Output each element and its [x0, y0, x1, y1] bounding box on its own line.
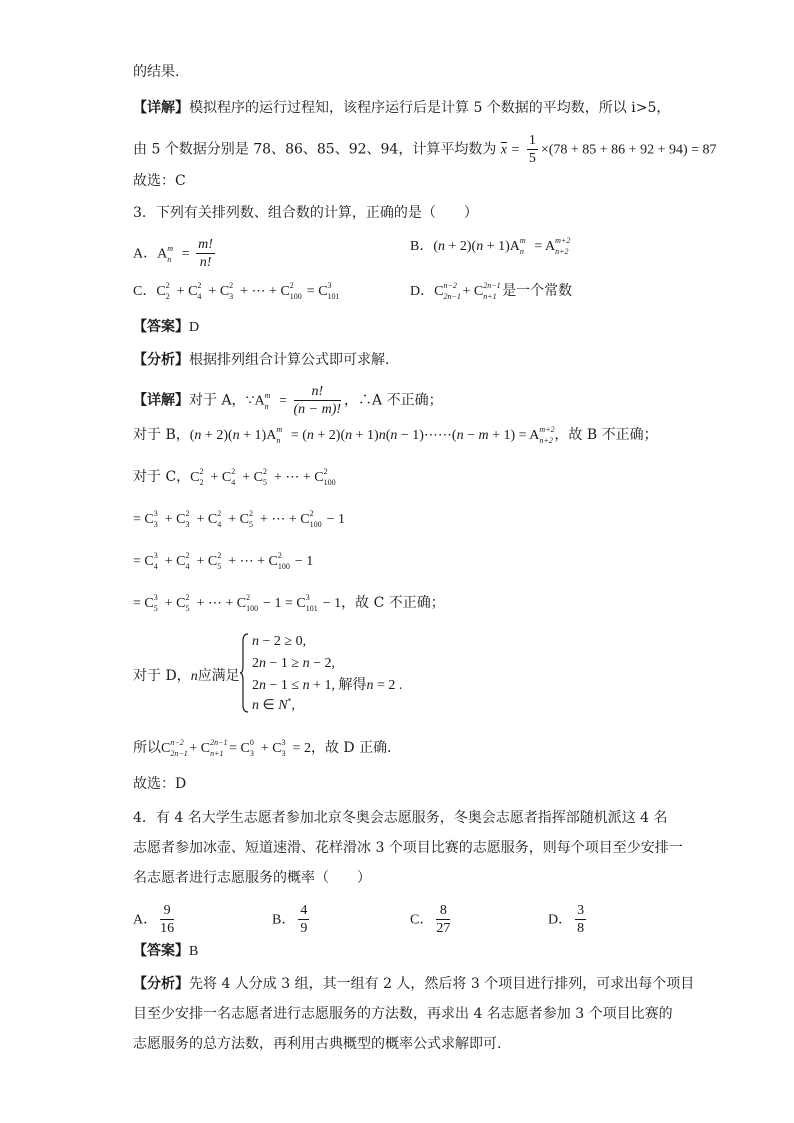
question-4-line-2: 志愿者参加冰壶、短道速滑、花样滑冰 3 个项目比赛的志愿服务，则每个项目至少安排一: [133, 840, 683, 856]
q3-option-a: A．A m n = $\frac{m!}{n!}$: [133, 237, 213, 270]
mean-formula: ×(78 + 85 + 86 + 92 + 94) = 87: [540, 142, 717, 158]
q4-option-d: D． $\frac{3}{8}$: [548, 903, 585, 936]
question-3: 3．下列有关排列数、组合数的计算，正确的是（ ）: [133, 205, 478, 221]
x-bar: $\overline{x}$: [500, 142, 508, 158]
choose-line: 故选：C: [133, 173, 186, 189]
detail-c-head: 对于 C，: [133, 469, 191, 485]
answer-value: D: [189, 320, 200, 335]
detail-d-mid: 应满足: [197, 668, 240, 684]
condition-4: n ∈ N*,: [252, 696, 296, 713]
mean-calculation: [133, 132, 717, 167]
condition-3: 2n − 1 ≤ n + 1, 解得n = 2 .: [252, 677, 403, 693]
analysis-line-3: 志愿服务的总方法数，再利用古典概型的概率公式求解即可.: [133, 1036, 502, 1052]
detail-c-line-2: = C 3 3 + C 2 3 + C 2 4 + C 2 5 + ⋯ + C 2 100 − 1: [133, 509, 345, 529]
detail-d-final-head: 所以: [133, 740, 161, 756]
detail-paragraph: [133, 98, 670, 118]
analysis-text: 根据排列组合计算公式即可求解．: [189, 352, 399, 368]
detail-a-head: 对于 A，: [189, 392, 246, 409]
text-line: 的结果.: [133, 64, 180, 80]
detail-c-line-1: 对于 C，C 2 2 + C 2 4 + C 2 5 + ⋯ + C 2 100: [133, 467, 336, 487]
detail-d-head: 对于 D，: [133, 668, 191, 684]
q4-option-c: C． $\frac{8}{27}$: [410, 903, 451, 936]
analysis-text: 先将 4 人分成 3 组，其一组有 2 人，然后将 3 个项目进行排列，可求出每个项目: [189, 976, 695, 992]
answer-tag: 【答案】: [133, 319, 189, 335]
detail-d-final-tail: ，故 D 正确．: [310, 740, 402, 756]
detail-a-line: 【详解】对于 A，∵A m n = $\frac{n!}{(n - m)!}$ ，∴A 不正确；: [133, 384, 443, 417]
detail-c-tail: ，故 C 不正确；: [341, 595, 445, 611]
detail-d-final: 所以C n−2 2n−1 + C 2n−1 n+1 = C 0 3 + C 3 3 = 2，故 D 正确．: [133, 738, 402, 758]
analysis-tag: 【分析】: [133, 352, 189, 368]
analysis-line-2: 目至少安排一名志愿者进行志愿服务的方法数，再求出 4 名志愿者参加 3 个项目比赛的: [133, 1006, 673, 1022]
answer-tag: 【答案】: [133, 943, 189, 959]
detail-d-line: 对于 D，n应满足: [133, 668, 240, 684]
detail-b-tail: ，故 B 不正确；: [554, 427, 658, 443]
q3-option-c: C．C 2 2 + C 2 4 + C 2 3 + ⋯ + C 2 100 = C 3 101: [133, 281, 340, 301]
detail-c-line-3: = C 3 4 + C 2 4 + C 2 5 + ⋯ + C 2 100 − 1: [133, 551, 314, 571]
question-4-line-1: 4．有 4 名大学生志愿者参加北京冬奥会志愿服务，冬奥会志愿者指挥部随机派这 4 名: [133, 810, 668, 826]
answer-line: [133, 317, 199, 338]
condition-2: 2n − 1 ≥ n − 2,: [252, 656, 335, 671]
q3-option-b: B．(n + 2)(n + 1)A m n = A m+2 n+2: [410, 236, 571, 256]
question-4-line-3: 名志愿者进行志愿服务的概率（ ）: [133, 870, 371, 886]
analysis-line: [133, 350, 399, 370]
mean-text: 由 5 个数据分别是 78、86、85、92、94，计算平均数为: [133, 141, 497, 158]
q4-option-b: B． $\frac{4}{9}$: [272, 903, 308, 936]
q3-option-d: D．C n−2 2n−1 + C 2n−1 n+1 是一个常数: [410, 281, 573, 301]
detail-tag: 【详解】: [133, 100, 189, 116]
answer-value: B: [189, 944, 199, 959]
brace-symbol: [240, 633, 250, 713]
detail-b-head: 对于 B，: [133, 427, 190, 443]
answer-line: [133, 941, 198, 962]
detail-text: 模拟程序的运行过程知，该程序运行后是计算 5 个数据的平均数，所以 i>5，: [189, 100, 671, 116]
analysis-tag: 【分析】: [133, 976, 189, 992]
equals-sign: =: [511, 142, 520, 158]
detail-c-line-4: = C 3 5 + C 2 5 + ⋯ + C 2 100 − 1 = C 3 101 − 1，故 C 不正确；: [133, 593, 445, 613]
detail-d-solve: 解得: [338, 677, 367, 693]
analysis-line-1: [133, 974, 694, 994]
condition-1: n − 2 ≥ 0,: [252, 634, 307, 649]
q4-option-a: A． $\frac{9}{16}$: [133, 903, 175, 936]
q3-option-d-text: 是一个常数: [502, 283, 573, 299]
detail-b-line: 对于 B，(n + 2)(n + 1)A m n = (n + 2)(n + 1)n(n − 1)⋯⋯(n − m + 1) = A m+2 n+2 ，故 B 不正确；: [133, 425, 658, 445]
choose-line: 故选：D: [133, 776, 187, 792]
one-fifth-fraction: $\frac{1}{5}$: [528, 133, 536, 166]
detail-tag: 【详解】: [133, 392, 189, 409]
detail-a-tail: ，∴A 不正确；: [344, 392, 443, 409]
